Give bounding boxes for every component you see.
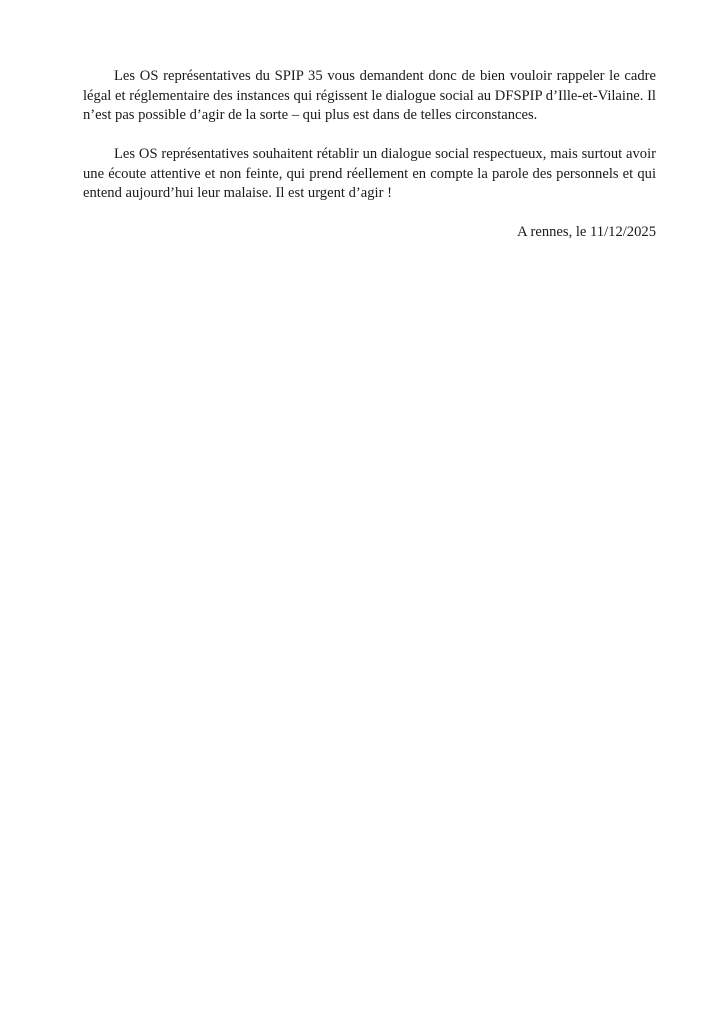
document-body — [83, 67, 656, 243]
paragraph-social-dialogue: Les OS représentatives souhaitent rétablir un dialogue social respectueux, mais surtout avoir une écoute attentive et non feinte, qui prend réellement en compte la parole des personnels et qui entend aujourd’hui leur malaise. Il est urgent d’agir ! — [83, 146, 656, 201]
paragraph-legal-framework: Les OS représentatives du SPIP 35 vous demandent donc de bien vouloir rappeler le cadre légal et réglementaire des instances qui régissent le dialogue social au DFSPIP d’Ille-et-Vilaine. Il n’est pas possible d’agir de la sorte – qui plus est dans de telles circonstances. — [83, 68, 656, 123]
date-signature-line: A rennes, le 11/12/2025 — [517, 224, 656, 240]
